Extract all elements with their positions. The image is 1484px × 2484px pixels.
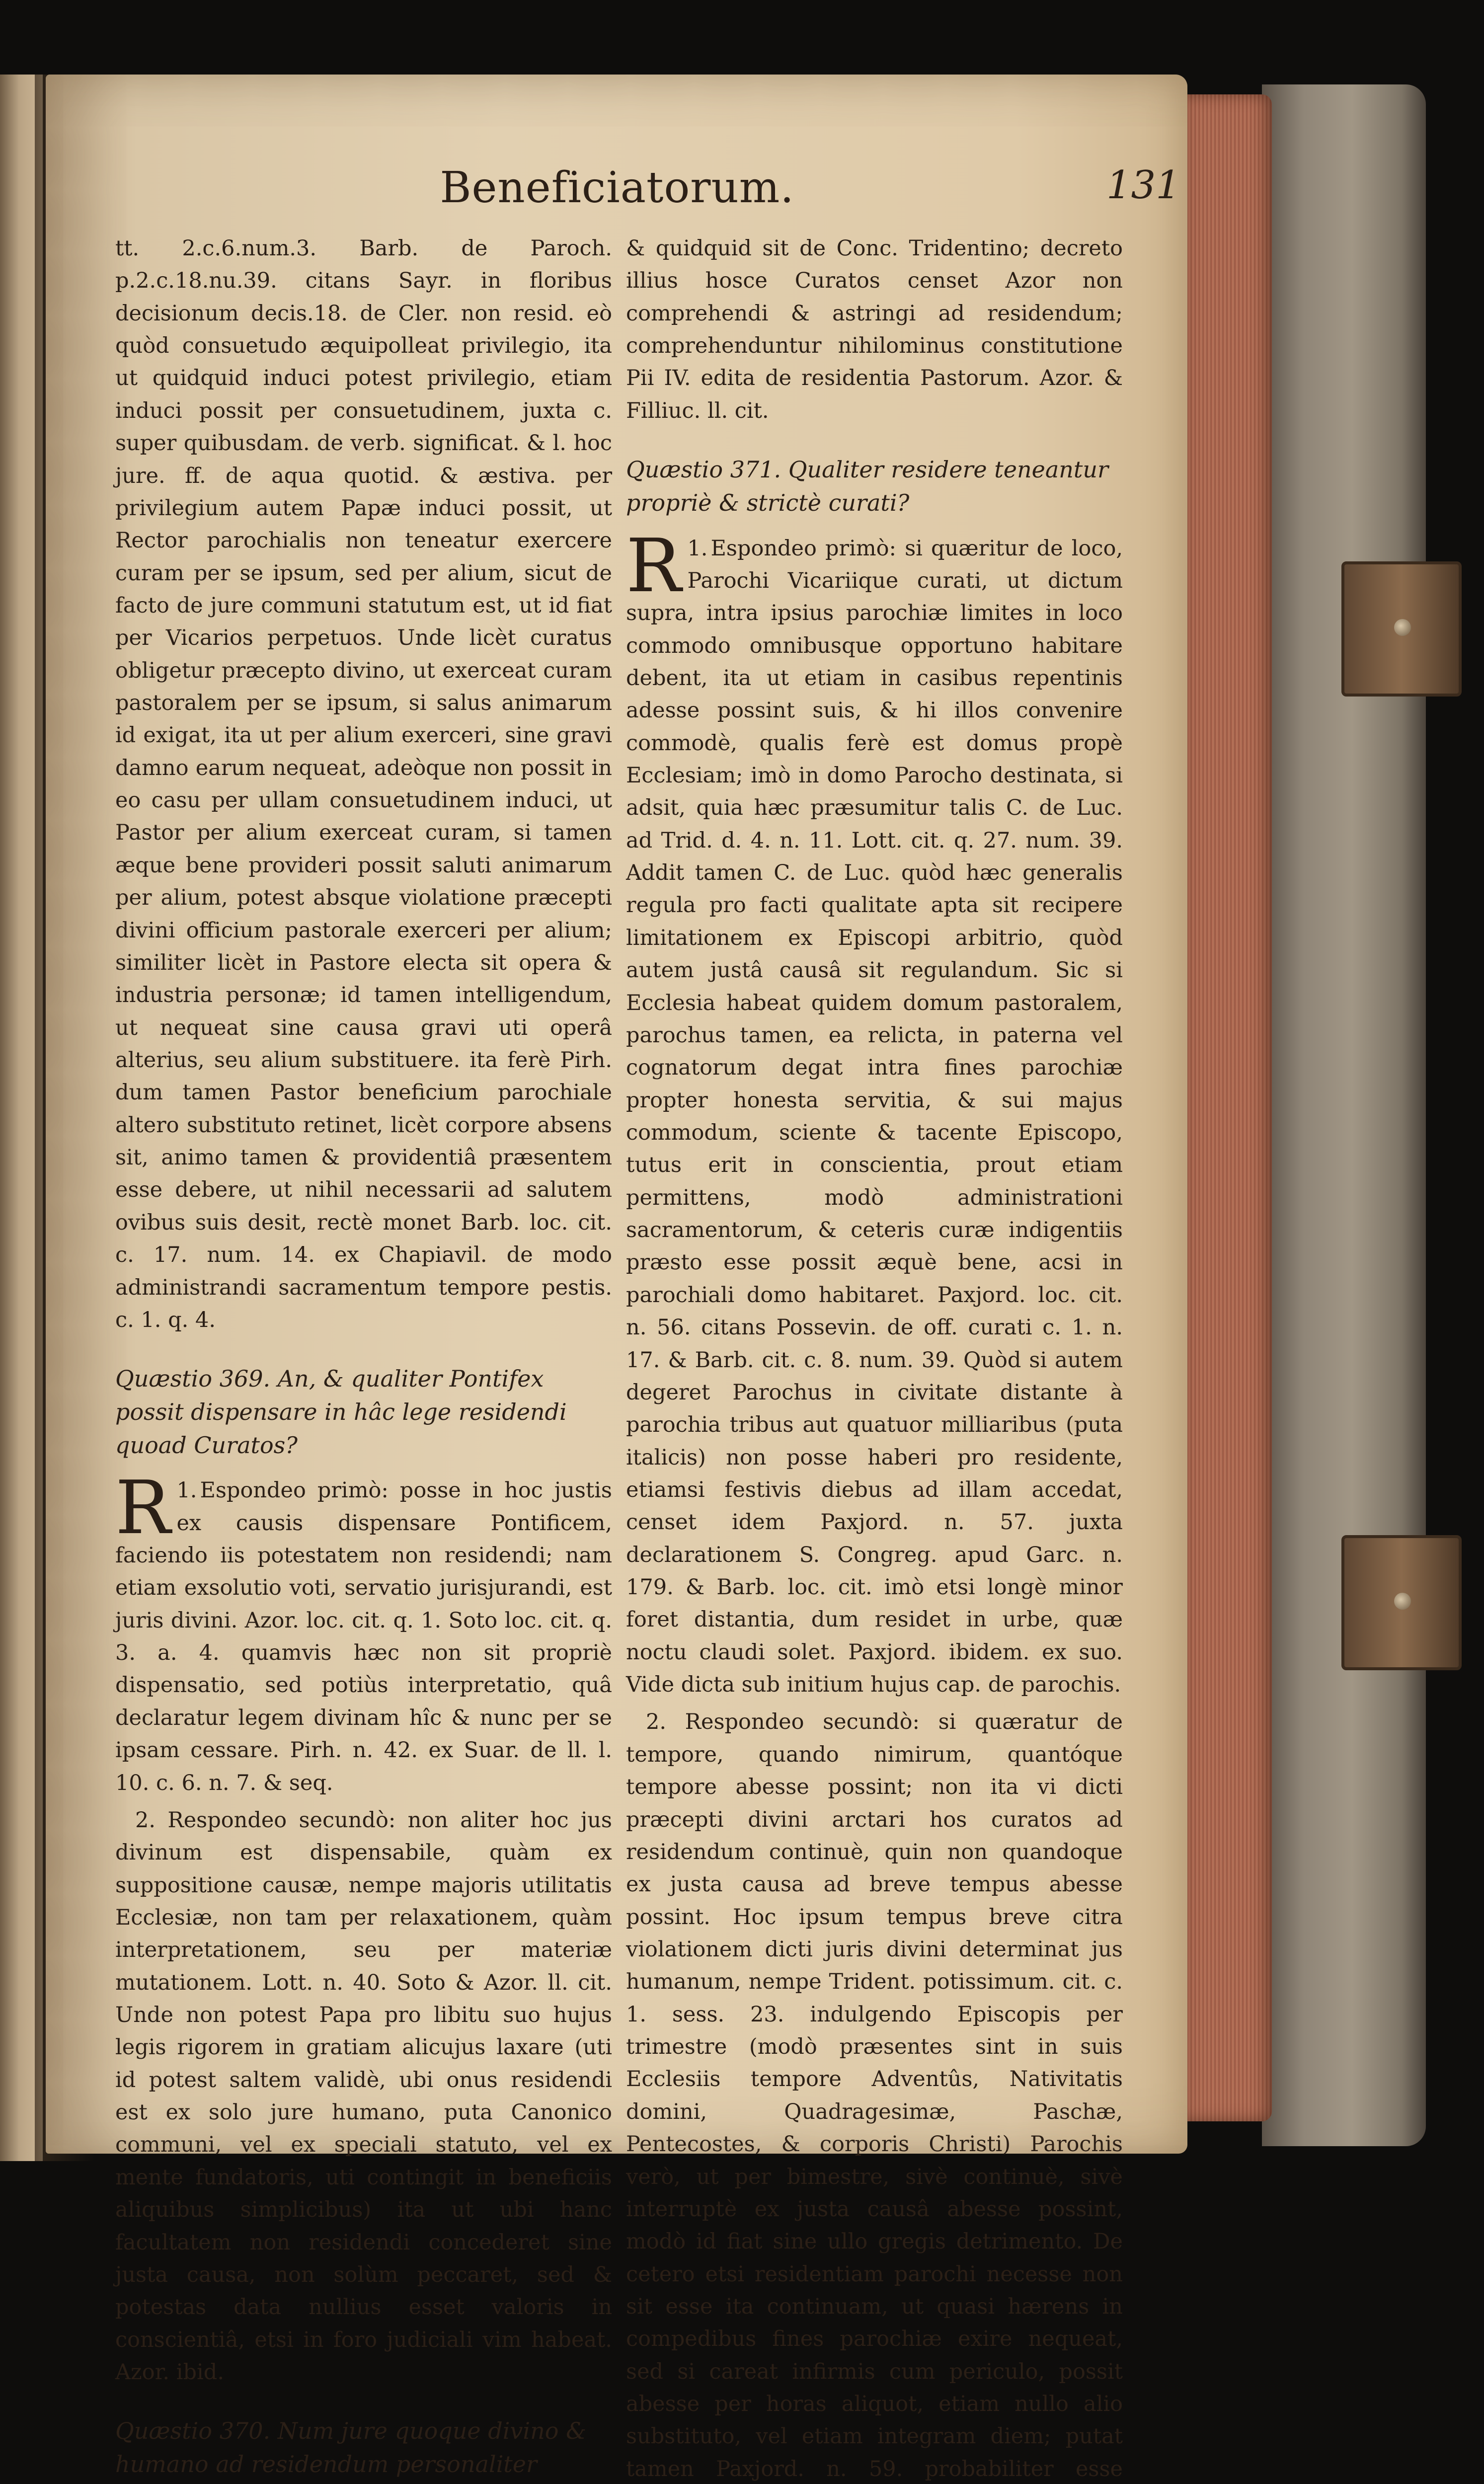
paragraph: 2. Respondeo secundò: si quæratur de tempore, quando nimirum, quantóque tempore abesse possint; non ita vi dicti præcepti divini arctari hos curatos ad residendum continuè, quin non quandoque ex justa causa ad breve tempus abesse possint. Hoc ipsum tempus breve citra violationem dicti juris divini determinat jus humanum, nempe Trident. potissimum. cit. c. 1. sess. 23. indulgendo Episcopis per trimestre (modò præsentes sint in suis Ecclesiis tempore Adventûs, Nativitatis domini, Quadragesimæ, Paschæ, Pentecostes, & corporis Christi) Parochis verò, ut per bimestre, sivè continuè, sivè interruptè ex justa causâ abesse possint, modò id fiat sine ullo gregis detrimento. De cetero etsi residentiam parochi necesse non sit esse ita continuam, ut quasi hærens in compedibus fines parochiæ exire nequeat, sed si careat infirmis cum periculo, possit abesse per horas aliquot, etiam nullo alio substituto, vel etiam integram diem; putat tamen Paxjord. n. 59. probabiliter esse (626, 1709, 1123, 2482)
right-column (626, 233, 1123, 2484)
question-heading-369: Quæstio 369. An, & qualiter Pontifex possit dispensare in hâc lege residendi quoad Curatos? (115, 1365, 567, 1459)
book-page (46, 75, 1187, 2482)
page-number: 131 (1106, 163, 1180, 208)
drop-cap: R (115, 1465, 171, 1551)
question-heading-371: Quæstio 371. Qualiter residere teneantur propriè & strictè curati? (626, 456, 1108, 516)
drop-cap: R (626, 523, 682, 609)
paragraph (626, 523, 1123, 1702)
question-heading-370: Quæstio 370. Num jure quoque divino & humano ad residendum personaliter (115, 2417, 587, 2478)
paragraph: 2. Respondeo secundò: non aliter hoc jus divinum est dispensabile, quàm ex suppositione causæ, nempe majoris utilitatis Ecclesiæ, non tam per relaxationem, quàm interpretationem, seu per materiæ mutationem. Lott. n. 40. Soto & Azor. ll. cit. Unde non potest Papa pro libitu suo hujus legis rigorem in gratiam alicujus laxare (uti id potest saltem validè, ubi onus residendi est ex solo jure humano, puta Canonico communi, vel ex speciali statuto, vel ex mente fundatoris, uti contingit in beneficiis aliquibus simplicibus) ita ut ubi hanc facultatem non residendi concederet sine justa causa, non solùm peccaret, sed & potestas data nullius esset valoris in conscientiâ, etsi in foro judiciali vim habeat. Azor. ibid. (115, 1807, 612, 2385)
book-cover (1262, 84, 1426, 2146)
metal-clasp-bottom (1341, 1535, 1462, 1670)
paragraph-text: Espondeo primò: si quæritur de loco, Parochi Vicariique curati, ut dictum supra, intra ipsius parochiæ limites in loco commodo omnibusque opportuno habitare debent, ita ut etiam in casibus repentinis adesse possint suis, & hi illos convenire commodè, qualis ferè est domus propè Ecclesiam; imò in domo Parocho destinata, si adsit, quia hæc præsumitur talis C. de Luc. ad Trid. d. 4. n. 11. Lott. cit. q. 27. num. 39. Addit tamen C. de Luc. quòd hæc generalis regula pro facti qualitate apta sit recipere limitationem ex Episcopi arbitrio, quòd autem justâ causâ sit regulandum. Sic si Ecclesia habeat quidem domum pastoralem, parochus tamen, ea relicta, in paterna vel cognatorum degat intra fines parochiæ propter honesta servitia, & sui majus commodum, sciente & tacente Episcopo, tutus erit in conscientia, prout etiam permittens, modò administrationi sacramentorum, & ceteris curæ indigentiis præsto esse possit æquè bene, acsi in parochiali domo habitaret. Paxjord. loc. cit. n. 56. citans Possevin. de off. curati c. 1. n. 17. & Barb. cit. c. 8. num. 39. Quòd si autem degeret Parochus in civitate distante à parochia tribus aut quatuor milliaribus (puta italicis) non posse haberi pro residente, etiamsi festivis diebus ad illam accedat, censet idem Paxjord. n. 57. juxta declarationem S. Congreg. apud Garc. n. 179. & Barb. loc. cit. imò etsi longè minor foret distantia, dum residet in urbe, quæ noctu claudi solet. Paxjord. ibidem. ex suo. Vide dicta sub initium hujus cap. de parochis. (626, 536, 1123, 1698)
red-page-edges (1187, 94, 1272, 2121)
rivet-icon (1394, 619, 1411, 636)
paragraph-text: Espondeo primò: posse in hoc justis ex causis dispensare Pontificem, faciendo iis potestatem non residendi; nam etiam exsolutio voti, servatio jurisjurandi, est juris divini. Azor. loc. cit. q. 1. Soto loc. cit. q. 3. a. 4. quamvis hæc non sit propriè dispensatio, sed potiùs interpretatio, quâ declaratur legem divinam hîc & nunc per se ipsam cessare. Pirh. n. 42. ex Suar. de ll. l. 10. c. 6. n. 7. & seq. (115, 1478, 612, 1795)
paragraph-number: 1. (687, 536, 708, 561)
running-head: Beneficiatorum. (440, 163, 794, 213)
paragraph: tt. 2.c.6.num.3. Barb. de Paroch. p.2.c.18.nu.39. citans Sayr. in floribus decisionum decis.18. de Cler. non resid. eò quòd consuetudo æquipolleat privilegio, ita ut quidquid induci potest privilegio, etiam induci possit per consuetudinem, juxta c. super quibusdam. de verb. significat. & l. hoc jure. ff. de aqua quotid. & æstiva. per privilegium autem Papæ induci possit, ut Rector parochialis non teneatur exercere curam per se ipsum, sed per alium, sicut de facto de jure communi statutum est, ut id fiat per Vicarios perpetuos. Unde licèt curatus obligetur præcepto divino, ut exerceat curam pastoralem per se ipsum, si salus animarum id exigat, ita ut per alium exerceri, sine gravi damno earum nequeat, adeòque non possit in eo casu per ullam consuetudinem induci, ut Pastor per alium exerceat curam, si tamen æque bene provideri possit saluti animarum per alium, potest absque violatione præcepti divini officium pastorale exerceri per alium; similiter licèt in Pastore electa sit opera & industria personæ; id tamen intelligendum, ut nequeat sine causa gravi uti operâ alterius, seu alium substituere. ita ferè Pirh. dum tamen Pastor beneficium parochiale altero substituto retinet, licèt corpore absens sit, animo tamen & providentiâ præsentem esse debere, ut nihil necessarii ad salutem ovibus suis desit, rectè monet Barb. loc. cit. c. 17. num. 14. ex Chapiavil. de modo administrandi sacramentum tempore pestis. c. 1. q. 4. (115, 236, 612, 1332)
paragraph-number: 1. (176, 1478, 197, 1503)
paragraph: & quidquid sit de Conc. Tridentino; decreto illius hosce Curatos censet Azor non comprehendi & astringi ad residendum; comprehenduntur nihilominus constitutione Pii IV. edita de residentia Pastorum. Azor. & Filliuc. ll. cit. (626, 236, 1123, 423)
metal-clasp-top (1341, 561, 1462, 697)
rivet-icon (1394, 1593, 1411, 1610)
paragraph (115, 1465, 612, 1799)
left-column (115, 233, 612, 2484)
